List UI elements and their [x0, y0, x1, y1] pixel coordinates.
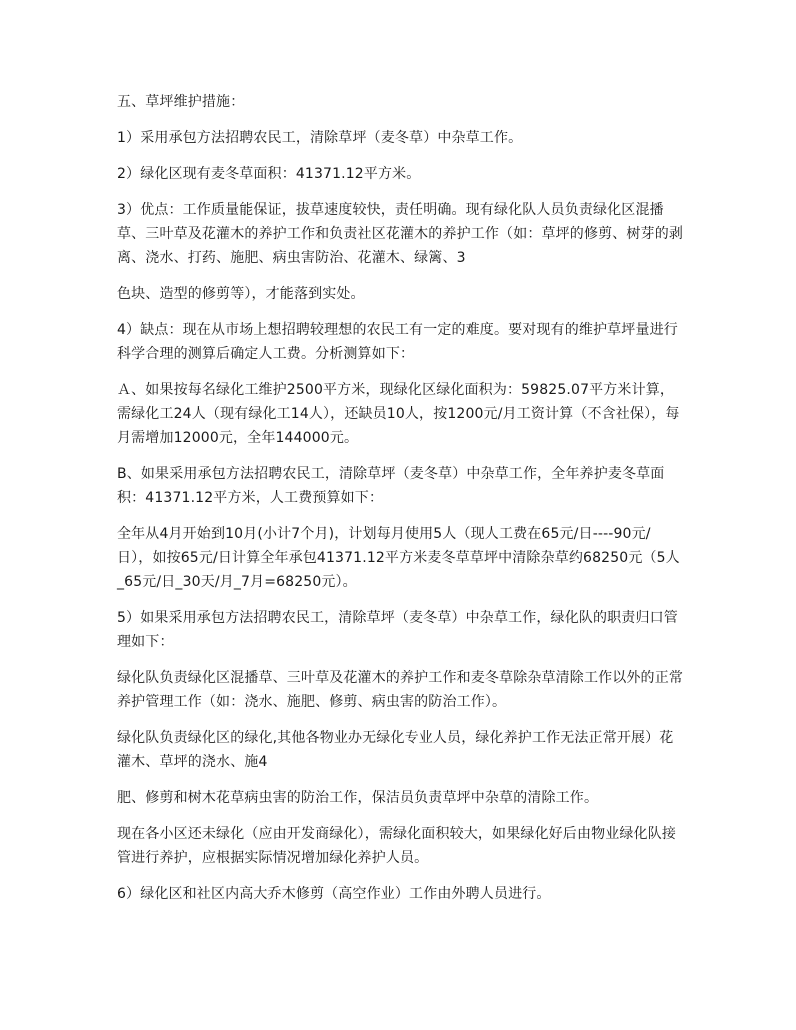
paragraph-item-2: 2）绿化区现有麦冬草面积：41371.12平方米。 [117, 166, 421, 182]
paragraph-item-5: 5）如果采用承包方法招聘农民工，清除草坪（麦冬草）中杂草工作，绿化队的职责归口管理如下： [117, 610, 678, 650]
paragraph-item-3-advantages: 3）优点：工作质量能保证，拔草速度较快，责任明确。现有绿化队人员负责绿化区混播草、三叶草及花灌木的养护工作和负责社区花灌木的养护工作（如：草坪的修剪、树芽的剥离、浇水、打药、施肥、病虫害防治、花灌木、绿篱、3 [117, 202, 683, 266]
paragraph-green-team-scope: 绿化队负责绿化区的绿化,其他各物业办无绿化专业人员，绿化养护工作无法正常开展）花灌木、草坪的浇水、施4 [117, 730, 674, 770]
section-heading: 五、草坪维护措施： [117, 94, 245, 110]
paragraph-green-team-scope-continued: 肥、修剪和树木花草病虫害的防治工作，保洁员负责草坪中杂草的清除工作。 [117, 790, 599, 806]
paragraph-budget-calculation: 全年从4月开始到10月(小计7个月)，计划每月使用5人（现人工费在65元/日----90元/日），如按65元/日计算全年承包41371.12平方米麦冬草草坪中清除杂草约68250元（5人_65元/日_30天/月_7月=68250元）。 [117, 526, 680, 590]
document-body [117, 90, 683, 918]
paragraph-item-1: 1）采用承包方法招聘农民工，清除草坪（麦冬草）中杂草工作。 [117, 130, 523, 146]
paragraph-item-3-continued: 色块、造型的修剪等），才能落到实处。 [117, 286, 365, 302]
paragraph-unplanted-areas: 现在各小区还未绿化（应由开发商绿化），需绿化面积较大，如果绿化好后由物业绿化队接管进行养护，应根据实际情况增加绿化养护人员。 [117, 826, 676, 866]
paragraph-option-b: B、如果采用承包方法招聘农民工，清除草坪（麦冬草）中杂草工作，全年养护麦冬草面积：41371.12平方米，人工费预算如下： [117, 466, 665, 506]
paragraph-green-team-duties: 绿化队负责绿化区混播草、三叶草及花灌木的养护工作和麦冬草除杂草清除工作以外的正常养护管理工作（如：浇水、施肥、修剪、病虫害的防治工作）。 [117, 670, 683, 710]
paragraph-item-4-disadvantages: 4）缺点：现在从市场上想招聘较理想的农民工有一定的难度。要对现有的维护草坪量进行科学合理的测算后确定人工费。分析测算如下： [117, 322, 678, 362]
paragraph-option-a: Ａ、如果按每名绿化工维护2500平方米，现绿化区绿化面积为：59825.07平方米计算，需绿化工24人（现有绿化工14人），还缺员10人，按1200元/月工资计算（不含社保），每月需增加12000元，全年144000元。 [117, 382, 680, 446]
paragraph-item-6: 6）绿化区和社区内高大乔木修剪（高空作业）工作由外聘人员进行。 [117, 886, 551, 902]
